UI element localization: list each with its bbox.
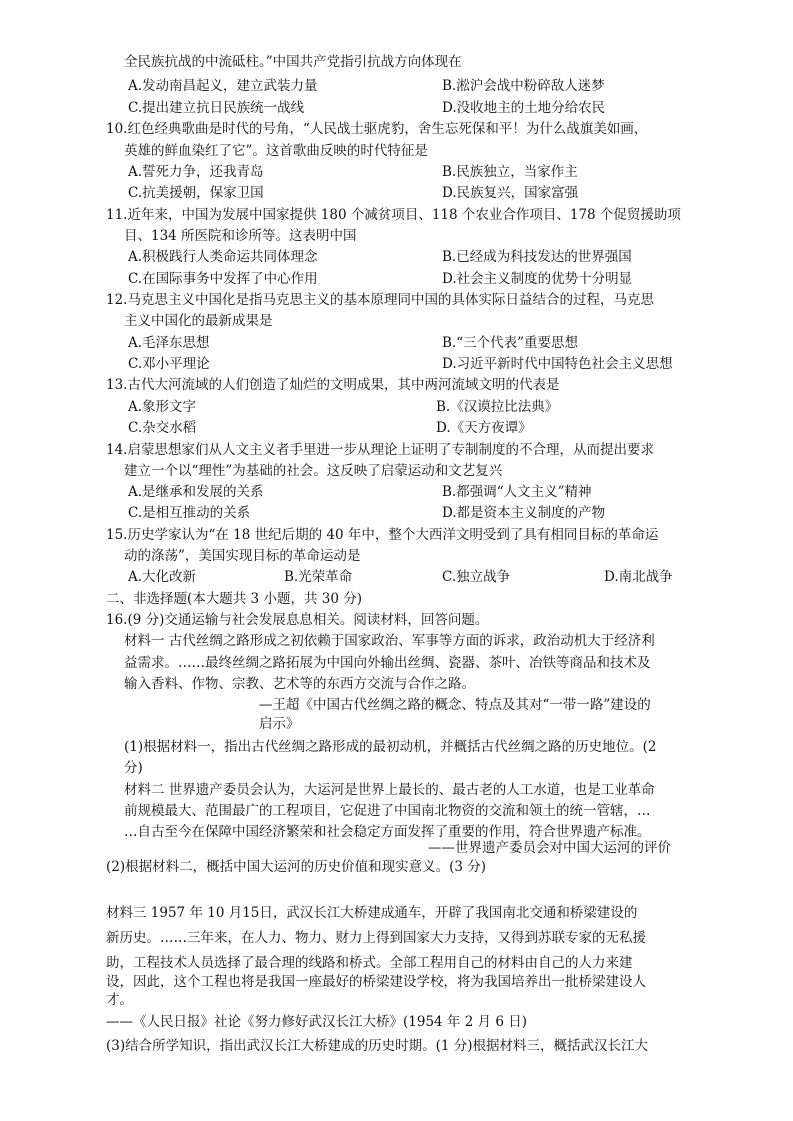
q9-option-b: B.淞沪会战中粉碎敌人迷梦 xyxy=(442,78,605,94)
section-heading: 二、非选择题(本大题共 3 小题，共 30 分) xyxy=(106,591,362,607)
q16-material3-line5: 才。 xyxy=(106,992,133,1008)
q10-option-b: B.民族独立，当家作主 xyxy=(442,164,578,180)
q16-material3-line3: 助，工程技术人员选择了最合理的线路和桥式。全部工程用自己的材料由自己的人力来建 xyxy=(106,955,633,971)
q14-stem-line2: 建立一个以“理性”为基础的社会。这反映了启蒙运动和文艺复兴 xyxy=(124,463,503,479)
q10-option-c: C.抗美援朝，保家卫国 xyxy=(128,185,264,201)
q15-stem-line1: 15.历史学家认为“在 18 世纪后期的 40 年中，整个大西洋文明受到了具有相同目标的革命运 xyxy=(106,527,659,543)
q9-option-a: A.发动南昌起义，建立武装力量 xyxy=(128,78,318,94)
q11-option-c: C.在国际事务中发挥了中心作用 xyxy=(128,271,318,287)
q11-option-b: B.已经成为科技发达的世界强国 xyxy=(442,249,632,265)
q12-option-a: A.毛泽东思想 xyxy=(128,335,210,351)
q15-option-c: C.独立战争 xyxy=(442,569,511,585)
q16-material2-line2: 前规模最大、范围最广的工程项目，它促进了中国南北物资的交流和领土的统一管辖，… xyxy=(124,803,651,819)
q13-option-d: D.《天方夜谭》 xyxy=(436,420,532,436)
q10-option-d: D.民族复兴，国家富强 xyxy=(442,185,579,201)
q12-option-c: C.邓小平理论 xyxy=(128,356,210,372)
q10-option-a: A.誓死力争，还我青岛 xyxy=(128,164,264,180)
q11-option-a: A.积极践行人类命运共同体理念 xyxy=(128,249,318,265)
q13-option-b: B.《汉谟拉比法典》 xyxy=(436,399,559,415)
q12-stem-line1: 12.马克思主义中国化是指马克思主义的基本原理同中国的具体实际日益结合的过程，马克思 xyxy=(106,292,654,308)
q16-material1-source-line2: 启示》 xyxy=(259,716,300,732)
q14-option-d: D.都是资本主义制度的产物 xyxy=(442,505,606,521)
q16-sub1-line2: 分) xyxy=(124,760,143,776)
q14-option-a: A.是继承和发展的关系 xyxy=(128,484,264,500)
q12-option-d: D.习近平新时代中国特色社会主义思想 xyxy=(442,356,673,372)
q16-stem: 16.(9 分)交通运输与社会发展息息相关。阅读材料，回答问题。 xyxy=(106,612,489,628)
q14-option-c: C.是相互推动的关系 xyxy=(128,505,251,521)
q15-stem-line2: 动的涤荡”，美国实现目标的革命运动是 xyxy=(124,548,361,564)
q9-option-c: C.提出建立抗日民族统一战线 xyxy=(128,100,305,116)
q16-material1-line2: 益需求。……最终丝绸之路拓展为中国向外输出丝绸、瓷器、茶叶、冶铁等商品和技术及 xyxy=(124,655,651,671)
q11-option-d: D.社会主义制度的优势十分明显 xyxy=(442,271,633,287)
q13-stem: 13.古代大河流域的人们创造了灿烂的文明成果，其中两河流域文明的代表是 xyxy=(106,377,560,393)
q11-stem-line2: 目、134 所医院和诊所等。这表明中国 xyxy=(124,228,357,244)
q14-option-b: B.都强调“人文主义”精神 xyxy=(442,484,592,500)
q16-sub1-line1: (1)根据材料一，指出古代丝绸之路形成的最初动机，并概括古代丝绸之路的历史地位。(2 xyxy=(124,739,657,755)
q10-stem-line1: 10.红色经典歌曲是时代的号角，“人民战士驱虎豹，舍生忘死保和平！为什么战旗美如画， xyxy=(106,121,648,137)
q12-stem-line2: 主义中国化的最新成果是 xyxy=(124,313,273,329)
q16-material1-line1: 材料一 古代丝绸之路形成之初依赖于国家政治、军事等方面的诉求，政治动机大于经济利 xyxy=(124,633,655,649)
q15-option-a: A.大化改新 xyxy=(128,569,197,585)
q16-material3-source: ——《人民日报》社论《努力修好武汉长江大桥》(1954 年 2 月 6 日) xyxy=(106,1014,528,1030)
q16-material3-line2: 新历史。……三年来，在人力、物力、财力上得到国家大力支持，又得到苏联专家的无私援 xyxy=(106,930,646,946)
q14-stem-line1: 14.启蒙思想家们从人文主义者手里进一步从理论上证明了专制制度的不合理，从而提出要求 xyxy=(106,442,654,458)
q10-stem-line2: 英雄的鲜血染红了它”。这首歌曲反映的时代特征是 xyxy=(124,143,428,159)
q12-option-b: B.“三个代表”重要思想 xyxy=(442,335,579,351)
q16-material2-source: ——世界遗产委员会对中国大运河的评价 xyxy=(428,840,671,856)
q16-material3-line4: 设，因此，这个工程也将是我国一座最好的桥梁建设学校，将为我国培养出一批桥梁建设人 xyxy=(106,974,646,990)
q13-option-a: A.象形文字 xyxy=(128,399,197,415)
q16-material3-line1: 材料三 1957 年 10 月15日，武汉长江大桥建成通车，开辟了我国南北交通和桥梁建设的 xyxy=(106,905,638,921)
q15-option-d: D.南北战争 xyxy=(604,569,673,585)
q16-sub2: (2)根据材料二，概括中国大运河的历史价值和现实意义。(3 分) xyxy=(106,859,487,875)
q13-option-c: C.杂交水稻 xyxy=(128,420,197,436)
q9-option-d: D.没收地主的土地分给农民 xyxy=(442,100,606,116)
q11-stem-line1: 11.近年来，中国为发展中国家提供 180 个减贫项目、118 个农业合作项目、178 个促贸援助项 xyxy=(106,207,681,223)
q16-material2-line1: 材料二 世界遗产委员会认为，大运河是世界上最长的、最古老的人工水道，也是工业革命 xyxy=(124,782,655,798)
q9-stem: 全民族抗战的中流砥柱。”中国共产党指引抗战方向体现在 xyxy=(124,54,462,70)
q16-material2-line3: …自古至今在保障中国经济繁荣和社会稳定方面发挥了重要的作用，符合世界遗产标准。 xyxy=(124,824,651,840)
q15-option-b: B.光荣革命 xyxy=(284,569,353,585)
q16-material1-line3: 输入香料、作物、宗教、艺术等的东西方交流与合作之路。 xyxy=(124,676,475,692)
q16-sub3: (3)结合所学知识，指出武汉长江大桥建成的历史时期。(1 分)根据材料三，概括武汉长江大 xyxy=(106,1038,649,1054)
q16-material1-source-line1: —王超《中国古代丝绸之路的概念、特点及其对“一带一路”建设的 xyxy=(259,697,651,713)
